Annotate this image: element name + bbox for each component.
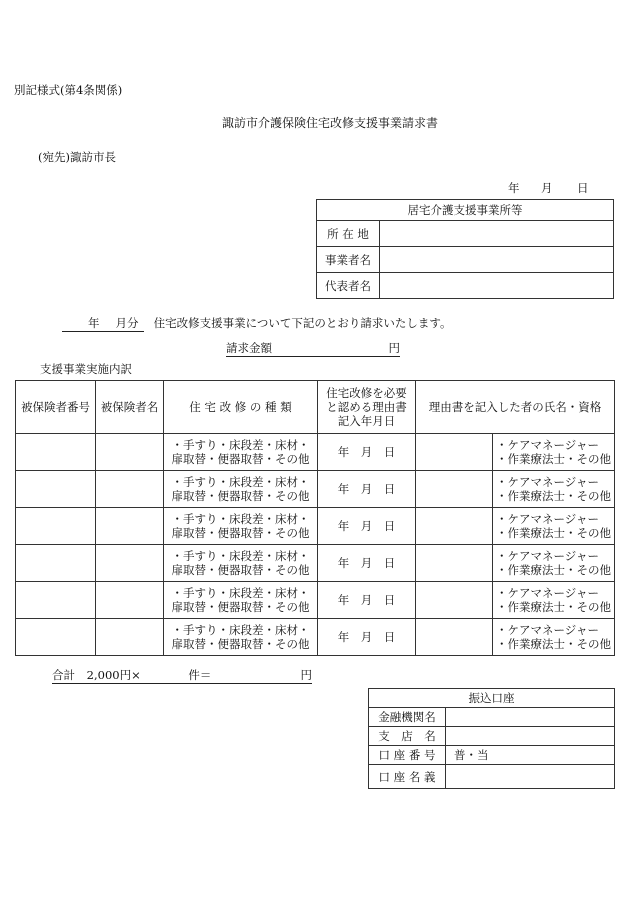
office-address-field[interactable] — [380, 221, 614, 247]
statement-month: 月分 — [115, 316, 139, 330]
branch-name-field[interactable] — [446, 727, 615, 746]
insured-number-cell[interactable] — [16, 545, 96, 582]
insured-number-cell[interactable] — [16, 508, 96, 545]
office-table — [316, 199, 614, 299]
header-insured-number: 被保険者番号 — [16, 381, 96, 434]
account-holder-label: 口 座 名 義 — [369, 765, 446, 789]
insured-name-cell[interactable] — [96, 471, 164, 508]
date-year: 年 — [508, 181, 520, 195]
insured-name-cell[interactable] — [96, 545, 164, 582]
renovation-type-cell[interactable]: ・手すり・床段差・床材・ 扉取替・便器取替・その他 — [164, 471, 318, 508]
date-day: 日 — [577, 181, 589, 195]
detail-title: 支援事業実施内訳 — [40, 362, 132, 376]
reason-date-cell[interactable]: 年 月 日 — [318, 434, 416, 471]
reason-date-cell[interactable]: 年 月 日 — [318, 582, 416, 619]
bank-name-field[interactable] — [446, 708, 615, 727]
writer-qualification-cell[interactable]: ・ケアマネージャー ・作業療法士・その他 — [493, 582, 615, 619]
insured-name-cell[interactable] — [96, 619, 164, 656]
office-name-label: 事業者名 — [317, 247, 380, 273]
insured-name-cell[interactable] — [96, 434, 164, 471]
date-month: 月 — [541, 181, 553, 195]
branch-name-label: 支 店 名 — [369, 727, 446, 746]
bank-name-label: 金融機関名 — [369, 708, 446, 727]
bank-table — [368, 688, 615, 789]
table-row — [16, 508, 615, 545]
total-count: 件＝ — [188, 668, 212, 682]
account-type-field[interactable]: 普・当 — [446, 746, 615, 765]
table-row — [16, 434, 615, 471]
addressee: (宛先)諏訪市長 — [38, 150, 116, 164]
renovation-type-cell[interactable]: ・手すり・床段差・床材・ 扉取替・便器取替・その他 — [164, 582, 318, 619]
header-reason-date: 住宅改修を必要 と認める理由書 記入年月日 — [318, 381, 416, 434]
total-label: 合計 — [52, 668, 75, 682]
table-row — [16, 471, 615, 508]
writer-name-cell[interactable] — [416, 471, 493, 508]
header-writer: 理由書を記入した者の氏名・資格 — [416, 381, 615, 434]
office-name-field[interactable] — [380, 247, 614, 273]
bank-header: 振込口座 — [369, 689, 615, 708]
reason-date-cell[interactable]: 年 月 日 — [318, 545, 416, 582]
writer-name-cell[interactable] — [416, 619, 493, 656]
account-holder-field[interactable] — [446, 765, 615, 789]
office-address-label: 所 在 地 — [317, 221, 380, 247]
insured-name-cell[interactable] — [96, 508, 164, 545]
page-title: 諏訪市介護保険住宅改修支援事業請求書 — [222, 116, 439, 130]
writer-qualification-cell[interactable]: ・ケアマネージャー ・作業療法士・その他 — [493, 545, 615, 582]
table-row — [16, 545, 615, 582]
writer-qualification-cell[interactable]: ・ケアマネージャー ・作業療法士・その他 — [493, 434, 615, 471]
form-reference: 別記様式(第4条関係) — [14, 83, 123, 97]
reason-date-cell[interactable]: 年 月 日 — [318, 619, 416, 656]
total-line — [52, 667, 312, 684]
writer-name-cell[interactable] — [416, 582, 493, 619]
table-row — [16, 619, 615, 656]
claim-label: 請求金額 — [226, 341, 272, 355]
claim-unit: 円 — [388, 341, 400, 355]
writer-qualification-cell[interactable]: ・ケアマネージャー ・作業療法士・その他 — [493, 471, 615, 508]
header-insured-name: 被保険者名 — [96, 381, 164, 434]
statement-text: 住宅改修支援事業について下記のとおり請求いたします。 — [153, 316, 452, 330]
writer-name-cell[interactable] — [416, 434, 493, 471]
table-row — [16, 582, 615, 619]
statement-line — [62, 315, 452, 332]
claim-amount — [226, 340, 400, 357]
total-unit-price: 2,000円× — [86, 668, 141, 682]
header-renovation-type: 住 宅 改 修 の 種 類 — [164, 381, 318, 434]
total-yen: 円 — [300, 668, 312, 682]
office-header: 居宅介護支援事業所等 — [317, 200, 614, 221]
insured-number-cell[interactable] — [16, 582, 96, 619]
renovation-type-cell[interactable]: ・手すり・床段差・床材・ 扉取替・便器取替・その他 — [164, 545, 318, 582]
reason-date-cell[interactable]: 年 月 日 — [318, 471, 416, 508]
office-representative-field[interactable] — [380, 273, 614, 299]
renovation-type-cell[interactable]: ・手すり・床段差・床材・ 扉取替・便器取替・その他 — [164, 434, 318, 471]
insured-number-cell[interactable] — [16, 471, 96, 508]
statement-year: 年 — [88, 316, 100, 330]
renovation-type-cell[interactable]: ・手すり・床段差・床材・ 扉取替・便器取替・その他 — [164, 619, 318, 656]
insured-number-cell[interactable] — [16, 434, 96, 471]
writer-name-cell[interactable] — [416, 508, 493, 545]
office-representative-label: 代表者名 — [317, 273, 380, 299]
writer-qualification-cell[interactable]: ・ケアマネージャー ・作業療法士・その他 — [493, 619, 615, 656]
renovation-type-cell[interactable]: ・手すり・床段差・床材・ 扉取替・便器取替・その他 — [164, 508, 318, 545]
detail-table — [15, 380, 615, 656]
writer-name-cell[interactable] — [416, 545, 493, 582]
reason-date-cell[interactable]: 年 月 日 — [318, 508, 416, 545]
insured-name-cell[interactable] — [96, 582, 164, 619]
writer-qualification-cell[interactable]: ・ケアマネージャー ・作業療法士・その他 — [493, 508, 615, 545]
insured-number-cell[interactable] — [16, 619, 96, 656]
account-number-label: 口 座 番 号 — [369, 746, 446, 765]
